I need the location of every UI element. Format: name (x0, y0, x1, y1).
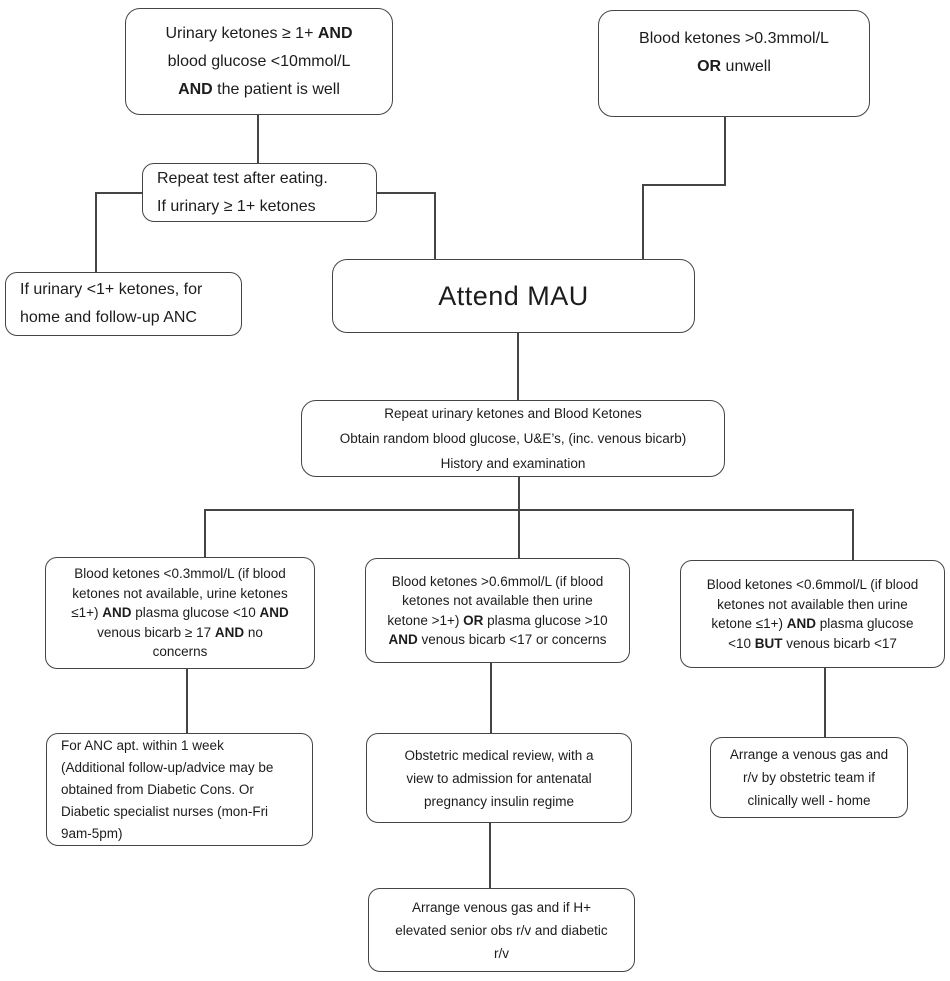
text-line: (Additional follow-up/advice may be (61, 759, 274, 775)
text-line: Urinary ketones ≥ 1+ AND (165, 24, 353, 42)
connector-split-left (204, 509, 206, 557)
connector-mau-to-assessment (517, 333, 519, 400)
connector-urinary-to-repeat (257, 115, 259, 163)
connector-review-to-gas (489, 823, 491, 888)
urinary-ketones-box (125, 8, 393, 115)
obstetric-review-box (366, 733, 632, 823)
text-line: Repeat urinary ketones and Blood Ketones (384, 406, 642, 421)
text-line: blood glucose <10mmol/L (167, 52, 351, 70)
text-line: pregnancy insulin regime (423, 793, 575, 809)
text-line: Repeat test after eating. (157, 169, 328, 187)
repeat-test-box (142, 163, 377, 222)
text-line: r/v by obstetric team if (742, 770, 876, 785)
text-line: <10 BUT venous bicarb <17 (728, 635, 897, 651)
text-line: ketones not available, urine ketones (72, 585, 288, 601)
text-line: elevated senior obs r/v and diabetic (395, 922, 608, 938)
blood-ketones-box (598, 10, 870, 117)
text-line: Blood ketones >0.3mmol/L (639, 30, 829, 47)
connector-moderate-to-gas (824, 668, 826, 737)
connector-low-to-anc (186, 669, 188, 733)
high-risk-criteria-box (365, 558, 630, 663)
connector-repeat-left-v (95, 192, 97, 273)
connector-repeat-right-v (434, 192, 436, 259)
text-line: r/v (494, 945, 509, 961)
text-line: view to admission for antenatal (406, 770, 592, 786)
text-line: History and examination (440, 456, 586, 471)
attend-mau-box (332, 259, 695, 333)
attend-mau-label: Attend MAU (438, 281, 589, 311)
connector-split-right (852, 509, 854, 560)
text-line: Obstetric medical review, with a (404, 747, 594, 763)
text-line: venous bicarb ≥ 17 AND no (97, 624, 263, 640)
venous-gas-review-box (368, 888, 635, 972)
text-line: Blood ketones >0.6mmol/L (if blood (391, 573, 604, 589)
text-line: If urinary <1+ ketones, for (20, 281, 203, 298)
text-line: Diabetic specialist nurses (mon-Fri (61, 803, 269, 819)
connector-bloodketones-v1 (724, 117, 726, 185)
connector-split-center (518, 477, 520, 558)
text-line: ketone ≤1+) AND plasma glucose (711, 616, 914, 631)
text-line: ≤1+) AND plasma glucose <10 AND (71, 605, 289, 621)
anc-appointment-box (46, 733, 313, 846)
text-line: 9am-5pm) (61, 825, 123, 841)
text-line: If urinary ≥ 1+ ketones (157, 197, 316, 215)
connector-repeat-left-h (95, 192, 143, 194)
text-line: Arrange venous gas and if H+ (412, 899, 591, 915)
text-line: concerns (152, 644, 208, 660)
connector-high-to-review (490, 663, 492, 733)
text-line: obtained from Diabetic Cons. Or (61, 781, 254, 797)
text-line: AND venous bicarb <17 or concerns (388, 632, 607, 647)
text-line: For ANC apt. within 1 week (61, 737, 224, 753)
moderate-risk-criteria-box (680, 560, 945, 668)
venous-gas-home-box (710, 737, 908, 818)
text-line: Obtain random blood glucose, U&E’s, (inc. venous bicarb) (339, 431, 687, 446)
connector-split-horizontal (204, 509, 853, 511)
text-line: ketones not available then urine (402, 593, 593, 608)
text-line: ketone >1+) OR plasma glucose >10 (387, 612, 608, 628)
text-line: clinically well - home (747, 793, 871, 808)
text-line: Arrange a venous gas and (729, 747, 889, 762)
connector-repeat-right-h (377, 192, 435, 194)
text-line: home and follow-up ANC (20, 309, 197, 326)
text-line: OR unwell (697, 58, 771, 75)
connector-bloodketones-h (642, 184, 726, 186)
text-line: AND the patient is well (178, 80, 340, 98)
text-line: Blood ketones <0.6mmol/L (if blood (706, 577, 919, 592)
text-line: ketones not available then urine (717, 596, 908, 612)
home-followup-anc-box (5, 272, 242, 336)
text-line: Blood ketones <0.3mmol/L (if blood (74, 566, 286, 582)
mau-assessment-box (301, 400, 725, 477)
low-risk-criteria-box (45, 557, 315, 669)
connector-bloodketones-v2 (642, 184, 644, 259)
